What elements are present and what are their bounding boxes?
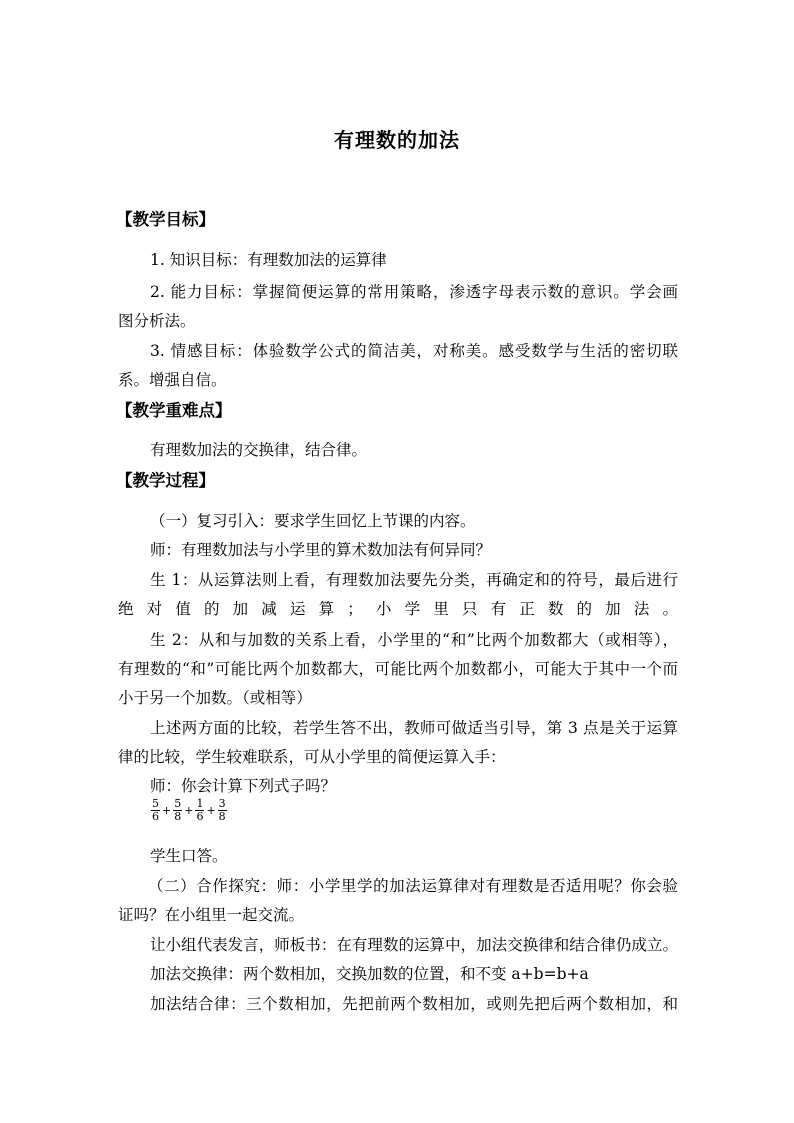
process-student2-line1: 生 2：从和与加数的关系上看，小学里的“和”比两个加数都大（或相等）， <box>150 631 678 649</box>
goal-ability-line2: 图分析法。 <box>118 312 196 330</box>
process-associative-law: 加法结合律：三个数相加，先把前两个数相加，或则先把后两个数相加，和 <box>150 995 678 1013</box>
goal-ability-line1: 2. 能力目标：掌握简便运算的常用策略，渗透字母表示数的意识。学会画 <box>150 283 678 301</box>
section-heading-process: 【教学过程】 <box>116 471 215 490</box>
goal-emotion-line2: 系。增强自信。 <box>118 371 227 389</box>
process-comparison-line1: 上述两方面的比较，若学生答不出，教师可做适当引导，第 3 点是关于运算 <box>150 719 678 737</box>
fraction-2: $\frac{5}{8}$ <box>174 797 182 823</box>
process-student2-line2: 有理数的“和”可能比两个加数都大，可能比两个加数都小，可能大于其中一个而 <box>118 660 678 678</box>
goal-knowledge: 1. 知识目标：有理数加法的运算律 <box>150 251 387 269</box>
fraction-1: 5 6 <box>152 797 159 823</box>
plus-sign: + <box>206 803 216 817</box>
process-teacher-question: 师：有理数加法与小学里的算术数加法有何异同？ <box>150 541 492 559</box>
process-student-answer: 学生口答。 <box>150 847 228 865</box>
page-title: 有理数的加法 <box>334 128 460 152</box>
fraction-3: $\frac{1}{6}$ <box>196 797 204 823</box>
plus-sign: + <box>184 803 194 817</box>
process-commutative-law: 加法交换律：两个数相加，交换加数的位置，和不变 a+b=b+a <box>150 965 589 983</box>
keypoints-text: 有理数加法的交换律，结合律。 <box>150 441 368 459</box>
fraction-expression <box>150 798 228 823</box>
goal-emotion-line1: 3. 情感目标：体验数学公式的简洁美，对称美。感受数学与生活的密切联 <box>150 342 678 360</box>
process-explore-line2: 证吗？在小组里一起交流。 <box>118 906 305 924</box>
section-heading-goals: 【教学目标】 <box>116 210 215 229</box>
plus-sign: + <box>162 803 172 817</box>
process-teacher-calc: 师：你会计算下列式子吗？ <box>150 777 337 795</box>
process-student1-line2: 绝对值的加减运算；小学里只有正数的加法。 <box>118 600 678 618</box>
fraction-4: $\frac{3}{8}$ <box>218 797 226 823</box>
process-student2-line3: 小于另一个加数。（或相等） <box>118 689 312 707</box>
process-comparison-line2: 律的比较，学生较难联系，可从小学里的简便运算入手： <box>118 748 506 766</box>
process-board-writing: 让小组代表发言，师板书：在有理数的运算中，加法交换律和结合律仍成立。 <box>150 936 678 954</box>
process-explore-line1: （二）合作探究：师：小学里学的加法运算律对有理数是否适用呢？你会验 <box>148 877 678 895</box>
process-student1-line1: 生 1：从运算法则上看，有理数加法要先分类，再确定和的符号，最后进行 <box>150 571 678 589</box>
process-review-intro: （一）复习引入：要求学生回忆上节课的内容。 <box>150 512 476 530</box>
section-heading-keypoints: 【教学重难点】 <box>116 401 232 420</box>
